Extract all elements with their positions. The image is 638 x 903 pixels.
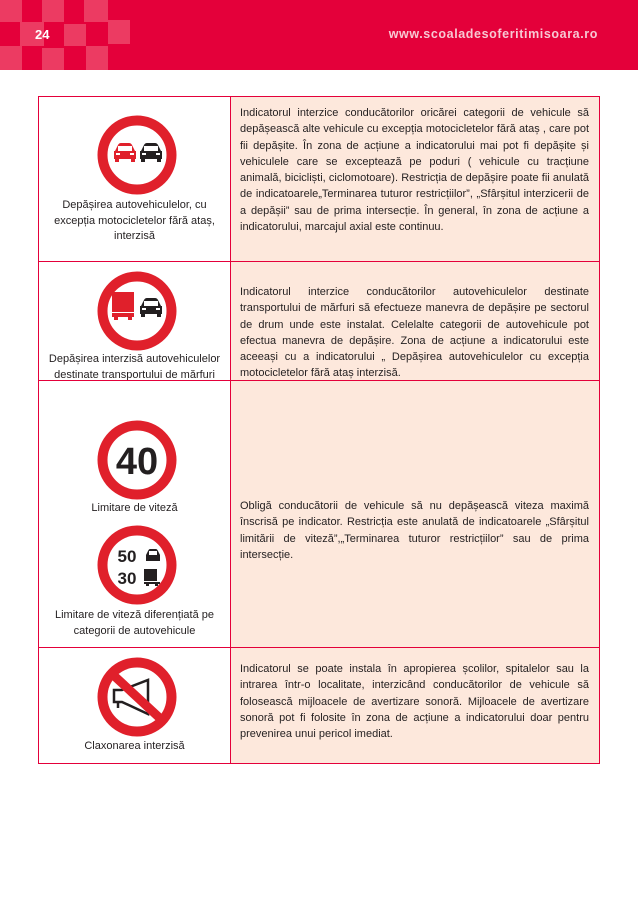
decorative-square xyxy=(0,46,22,70)
decorative-square xyxy=(42,0,64,22)
differentiated-speed-limit-sign-icon xyxy=(96,524,178,606)
sign-cell xyxy=(39,648,231,763)
speed-limit-value: 40 xyxy=(115,441,159,483)
sign-cell xyxy=(39,381,231,647)
speed-limit-sign-icon xyxy=(96,419,178,501)
sign-caption: Limitare de viteză diferențiată pe categorii de autovehicule xyxy=(55,609,214,637)
table-row xyxy=(39,262,599,380)
truck-speed-value: 30 xyxy=(117,569,137,588)
page-header xyxy=(0,0,638,70)
decorative-square xyxy=(108,20,130,44)
table-row xyxy=(39,97,599,261)
decorative-square xyxy=(86,46,108,70)
page-number: 24 xyxy=(35,27,50,42)
decorative-square xyxy=(42,48,64,70)
sign-cell xyxy=(39,262,231,380)
sign-description: Indicatorul se poate instala în apropierea școlilor, spitalelor sau la intrarea într-o localitate, interzicând conducătorilor de vehicule să folosească mijloacele de avertizare sonoră. Mijloacele de avertizare sonoră pot fi folosite în zona de acțiune a indicatorului doar pentru prevenirea unui pericol imediat. xyxy=(231,648,599,763)
sign-caption: Depășirea interzisă autovehiculelor destinate transportului de mărfuri xyxy=(48,353,221,381)
no-horn-sign-icon xyxy=(96,656,178,738)
sign-caption: Depășirea autovehiculelor, cu excepția motocicletelor fără ataș, interzisă xyxy=(54,199,215,242)
decorative-square xyxy=(0,0,22,22)
no-overtaking-trucks-sign-icon xyxy=(96,270,178,352)
sign-caption: Limitare de viteză xyxy=(91,502,178,514)
sign-caption: Claxonarea interzisă xyxy=(84,740,185,752)
decorative-square xyxy=(64,24,86,46)
sign-cell xyxy=(39,97,231,261)
table-row xyxy=(39,381,599,647)
sign-description: Indicatorul interzice conducătorilor autovehiculelor destinate transportului de mărfuri să efectueze manevra de depășire pe sectorul de drum unde este instalat. Celelalte categorii de autovehicule pot efectua manevra de depășire. Zona de acțiune a indicatorului este aceeași cu a indicatorului „ Depășirea autovehiculelor cu excepția motocicletelor fără ataș interzisă. xyxy=(231,262,599,380)
car-speed-value: 50 xyxy=(117,547,137,566)
traffic-signs-table xyxy=(38,96,600,764)
decorative-square xyxy=(84,0,108,22)
website-url: www.scoaladesoferitimisoara.ro xyxy=(388,27,598,41)
sign-description: Obligă conducătorii de vehicule să nu depășească viteza maximă înscrisă pe indicator. Restricția este anulată de indicatoarele „Sfârșitul limitării de viteză”,„Terminarea tuturor restricțiilor” sau de prima intersecție. xyxy=(231,381,599,647)
no-overtaking-sign-icon xyxy=(96,114,178,196)
table-row xyxy=(39,648,599,763)
sign-description: Indicatorul interzice conducătorilor oricărei categorii de vehicule să depășească alte vehicule cu excepția motocicletelor fără ataș , care pot fii depășite. În zona de acțiune a indicatorului mai pot fi depășite și vehiculele care se exceptează pe poduri ( vehicule cu tracțiune animală, bicicliști, ciclomotoare). Restricția de depășire poate fii anulată de indicatoarele„Terminarea tuturor restricțiilor”, „Sfârșitul interzicerii de a depășii” sau de prima intersecție. În general, în zona de acțiune a indicatorului, marcajul axial este continuu. xyxy=(231,97,599,261)
